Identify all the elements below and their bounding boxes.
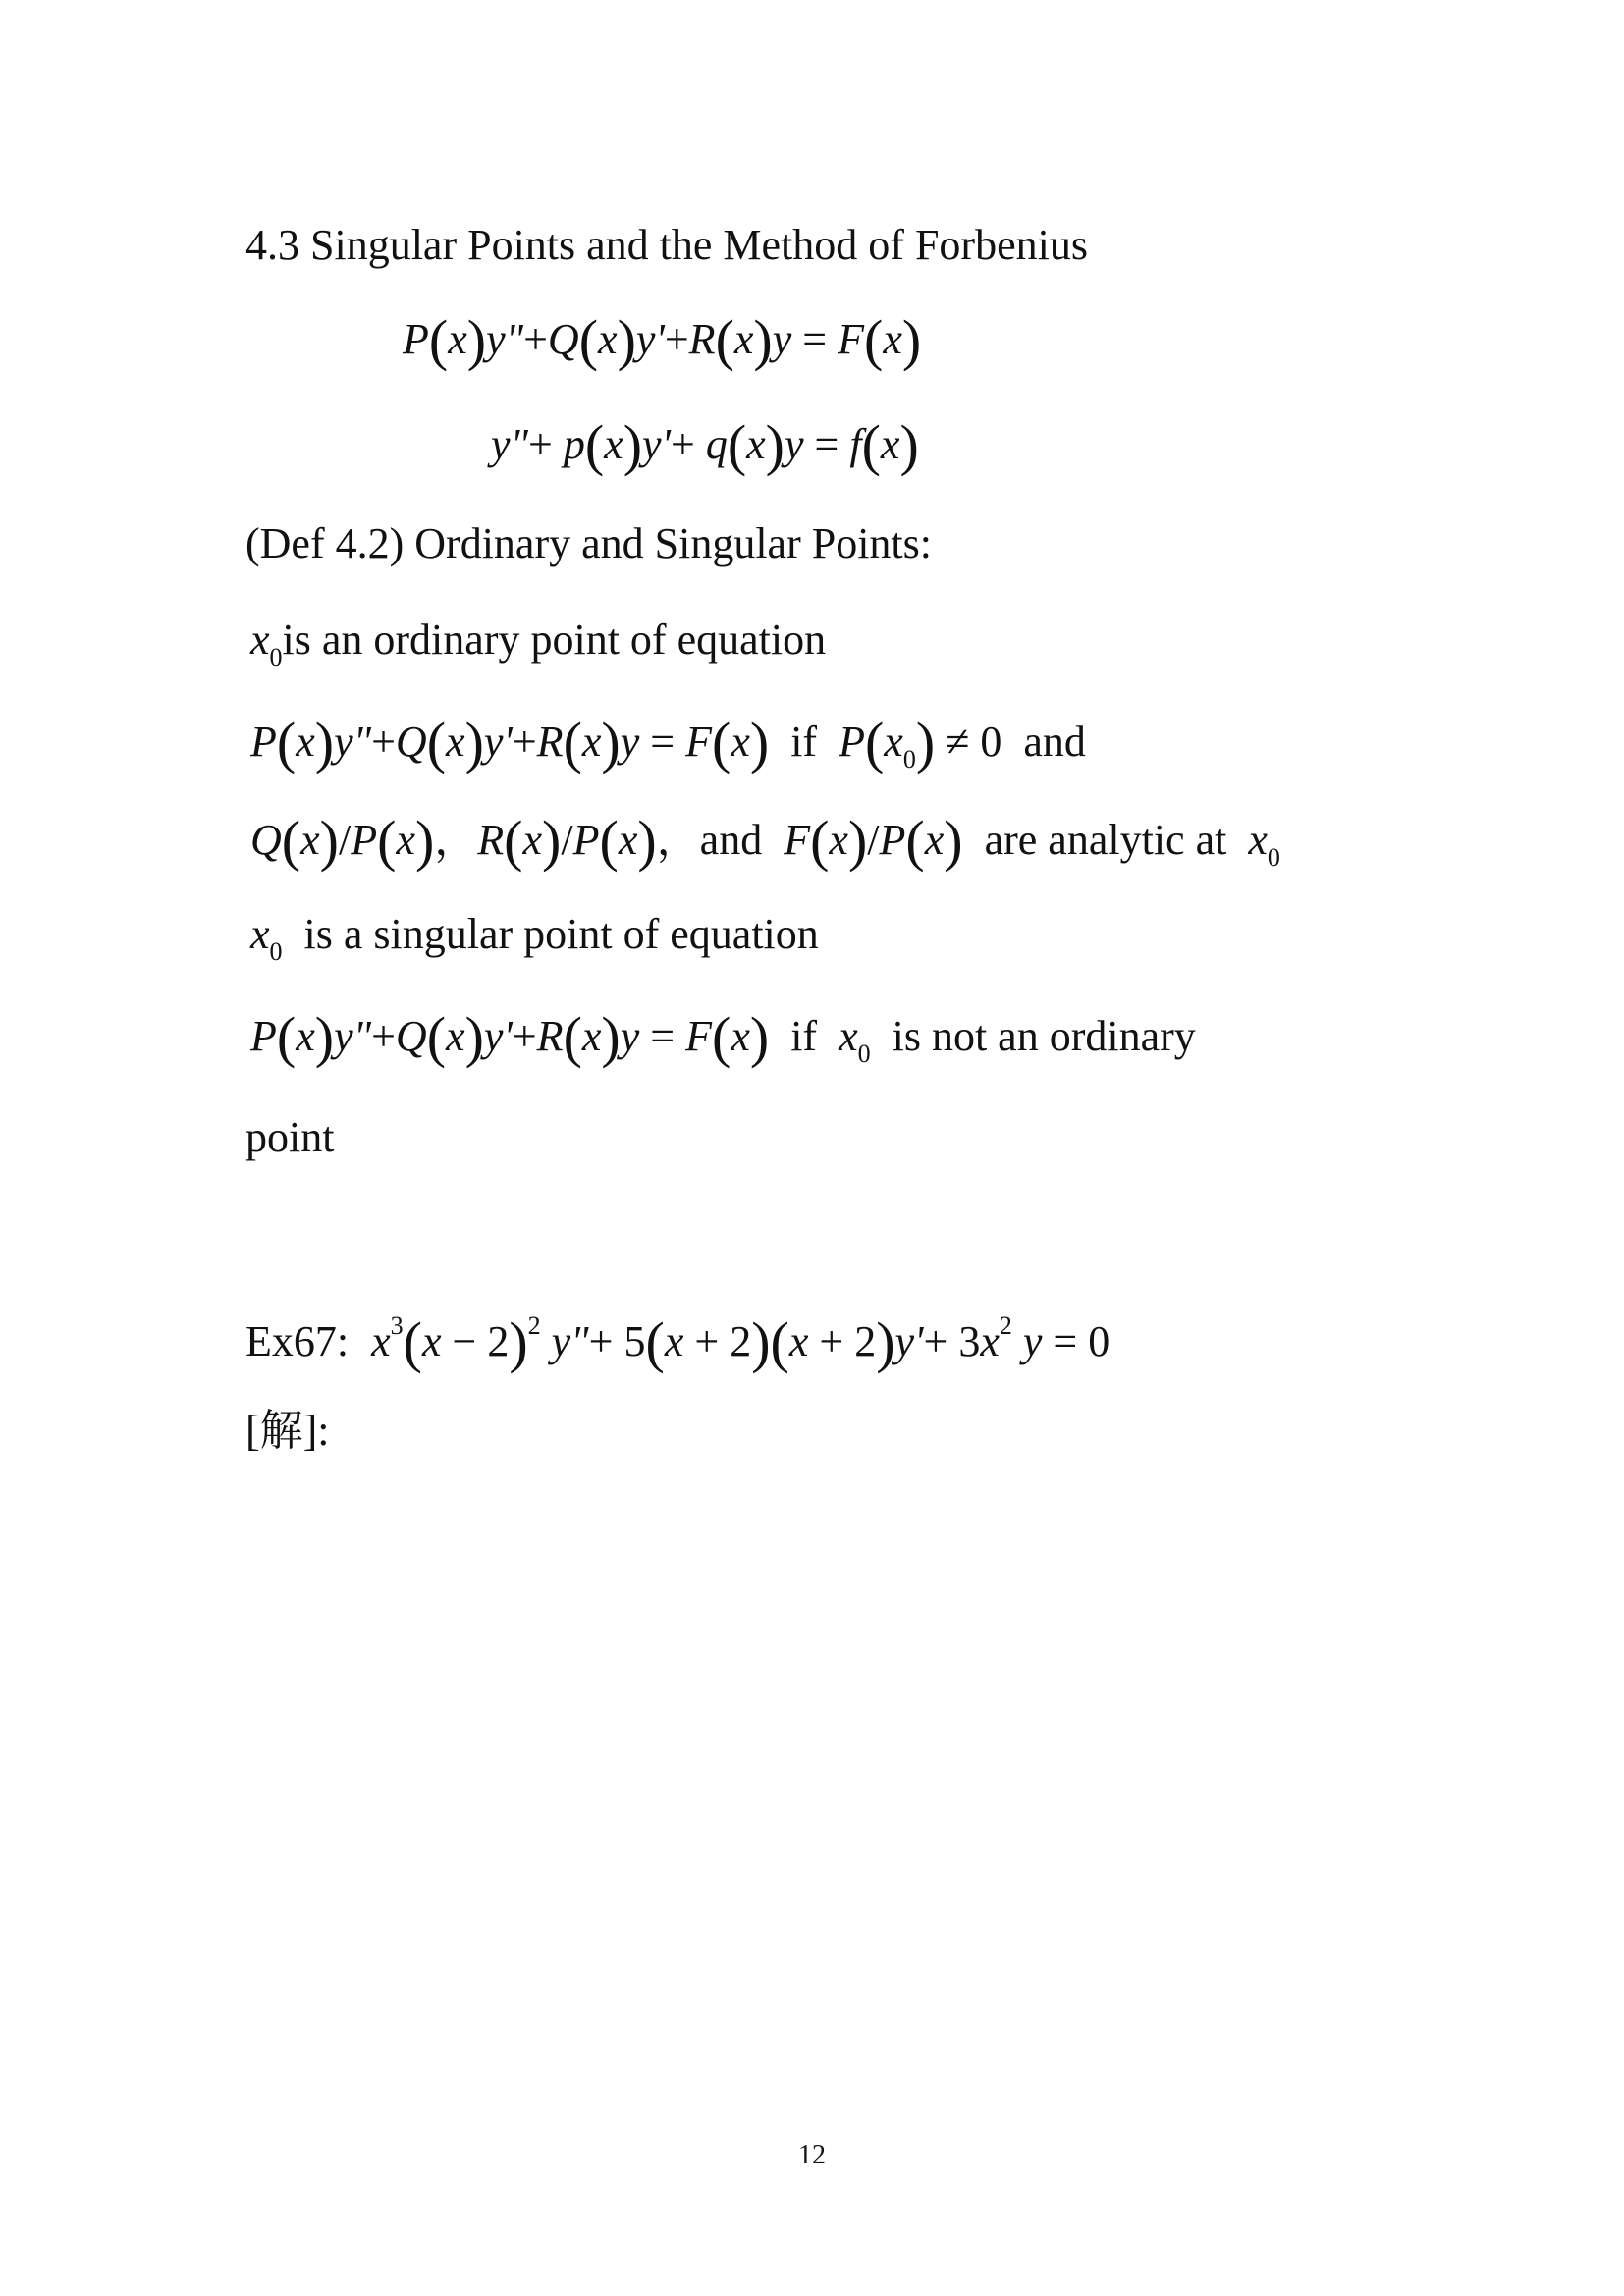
singular-point-statement: $x_0$ is a singular point of equation [250, 910, 819, 966]
example-67: Ex67: $x^3(x - 2)^2$ y"+ $5(x + 2)(x + 2)y'+ 3x^2$ y = 0 [245, 1310, 1110, 1374]
ordinary-condition-line: P(x)y"+Q(x)y'+R(x)y = F(x) if $P(x_0) \ne 0$ and [250, 711, 1086, 774]
definition-title: (Def 4.2) Ordinary and Singular Points: [245, 519, 932, 567]
section-heading: 4.3 Singular Points and the Method of Forbenius [245, 221, 1088, 269]
ordinary-point-statement: $x_0is$ an ordinary point of equation [250, 615, 827, 671]
point-word: point [245, 1113, 335, 1161]
page-number: 12 [798, 2140, 826, 2170]
equation-general-form: P(x)y"+Q(x)y'+R(x)y = F(x) [403, 308, 922, 372]
analytic-condition-line: Q(x)/P(x)，R(x)/P(x)，and F(x)/P(x) are analytic at $x_0$ [250, 809, 1280, 873]
singular-condition-line: P(x)y"+Q(x)y'+R(x)y = F(x) if $x_0$ is not an ordinary [250, 1005, 1196, 1069]
equation-standard-form: y"+ p(x)y'+ q(x)y = f(x) [491, 413, 919, 477]
solution-label: [解]: [245, 1407, 330, 1455]
